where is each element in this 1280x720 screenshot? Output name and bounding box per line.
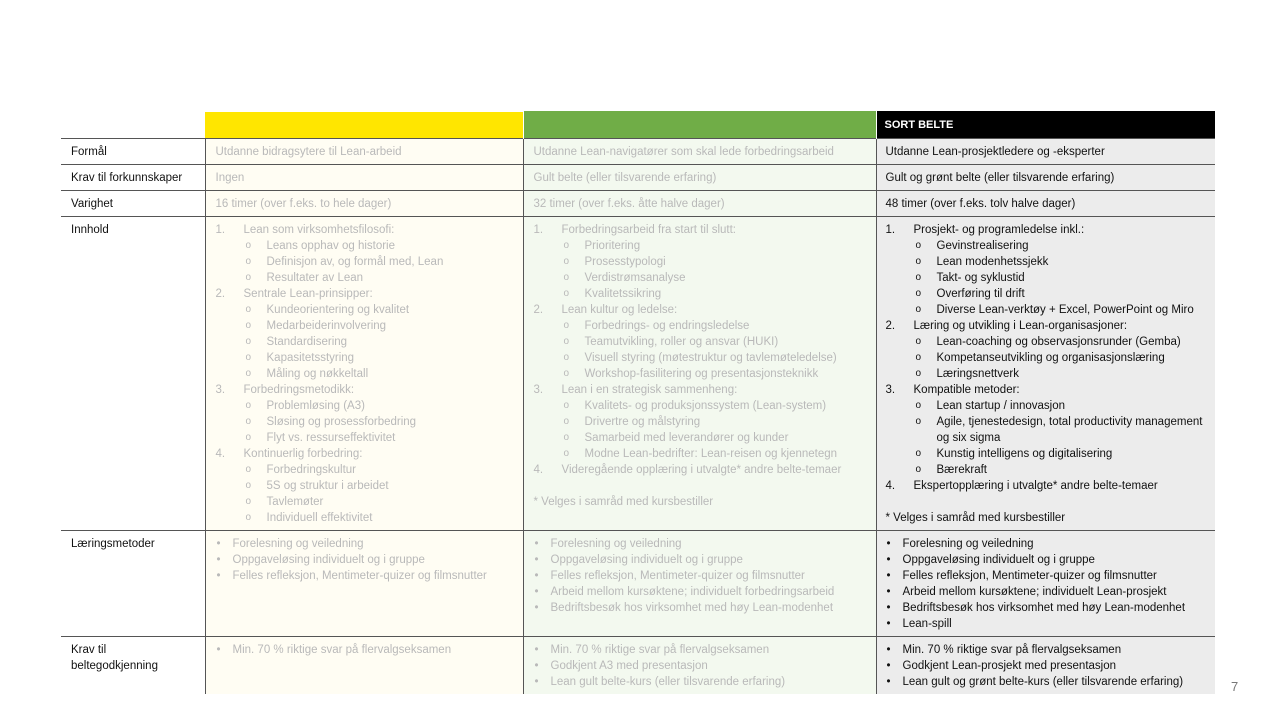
list-title: Videregående opplæring i utvalgte* andre belte-temaer	[561, 464, 842, 476]
list-item	[216, 222, 523, 286]
green-belt-header	[523, 111, 876, 139]
sub-list-text: Agile, tjenestedesign, total productivity management og six sigma	[936, 416, 1203, 444]
circle-bullet-icon: o	[563, 288, 570, 299]
yellow-formal: Utdanne bidragsytere til Lean-arbeid	[205, 139, 523, 165]
green-krav: Gult belte (eller tilsvarende erfaring)	[523, 165, 876, 191]
sub-list-text: Problemløsing (A3)	[266, 400, 365, 412]
list-title: Forbedringsmetodikk:	[243, 384, 355, 396]
circle-bullet-icon: o	[563, 240, 570, 251]
list-item	[886, 222, 1216, 318]
black-krav: Gult og grønt belte (eller tilsvarende erfaring)	[876, 165, 1215, 191]
sub-list-text: Kvalitets- og produksjonssystem (Lean-system)	[584, 400, 827, 412]
list-title: Sentrale Lean-prinsipper:	[243, 288, 373, 300]
row-label-innhold: Innhold	[61, 217, 205, 531]
sub-list-item	[244, 414, 523, 430]
bullet-text: Godkjent A3 med presentasjon	[550, 660, 708, 672]
sub-list-text: Prosesstypologi	[584, 256, 666, 268]
sub-list-item	[914, 446, 1216, 462]
circle-bullet-icon: o	[915, 352, 922, 363]
bullet-item	[886, 674, 1216, 690]
green-varighet: 32 timer (over f.eks. åtte halve dager)	[523, 191, 876, 217]
circle-bullet-icon: o	[563, 432, 570, 443]
sub-list-text: Diverse Lean-verktøy + Excel, PowerPoint og Miro	[936, 304, 1194, 316]
green-innhold	[523, 217, 876, 531]
sub-list-item	[914, 334, 1216, 350]
circle-bullet-icon: o	[563, 448, 570, 459]
sub-list-item	[244, 398, 523, 414]
row-label-varighet: Varighet	[61, 191, 205, 217]
circle-bullet-icon: o	[915, 272, 922, 283]
sub-list-item	[914, 462, 1216, 478]
sub-list-text: Standardisering	[266, 336, 348, 348]
bullet-icon: •	[216, 644, 221, 656]
circle-bullet-icon: o	[915, 368, 922, 379]
sub-list-item	[914, 350, 1216, 366]
bullet-text: Felles refleksjon, Mentimeter-quizer og filmsnutter	[902, 570, 1157, 582]
list-number: 2.	[215, 288, 226, 300]
bullet-icon: •	[216, 554, 221, 566]
row-label-formal: Formål	[61, 139, 205, 165]
circle-bullet-icon: o	[915, 304, 922, 315]
list-title: Kompatible metoder:	[913, 384, 1020, 396]
circle-bullet-icon: o	[563, 368, 570, 379]
sub-list-item	[244, 510, 523, 526]
row-varighet	[61, 191, 1215, 217]
bullet-text: Forelesning og veiledning	[232, 538, 364, 550]
bullet-item	[534, 658, 876, 674]
list-item	[534, 462, 876, 478]
row-label-godkjenning: Krav til beltegodkjenning	[61, 637, 205, 695]
list-title: Kontinuerlig forbedring:	[243, 448, 363, 460]
list-number: 3.	[215, 384, 226, 396]
numbered-list	[534, 222, 876, 478]
bullet-item	[216, 552, 523, 568]
list-title: Prosjekt- og programledelse inkl.:	[913, 224, 1085, 236]
numbered-list	[886, 222, 1216, 494]
bullet-item	[216, 568, 523, 584]
sub-list-text: Lean modenhetssjekk	[936, 256, 1049, 268]
list-number: 4.	[885, 480, 896, 492]
sub-list-item	[914, 414, 1216, 446]
sub-list	[914, 334, 1216, 382]
list-item	[886, 382, 1216, 478]
row-innhold	[61, 217, 1215, 531]
list-number: 2.	[533, 304, 544, 316]
sub-list-text: Måling og nøkkeltall	[266, 368, 369, 380]
green-formal: Utdanne Lean-navigatører som skal lede forbedringsarbeid	[523, 139, 876, 165]
list-item	[216, 286, 523, 382]
bullet-list	[534, 536, 876, 616]
sub-list-item	[562, 366, 876, 382]
list-item	[534, 382, 876, 462]
sub-list-item	[562, 318, 876, 334]
yellow-krav: Ingen	[205, 165, 523, 191]
sub-list-item	[562, 398, 876, 414]
sub-list-item	[244, 478, 523, 494]
black-belt-header: SORT BELTE	[876, 111, 1215, 139]
sub-list-text: Samarbeid med leverandører og kunder	[584, 432, 789, 444]
sub-list-item	[562, 430, 876, 446]
sub-list-text: Medarbeiderinvolvering	[266, 320, 387, 332]
list-title: Lean som virksomhetsfilosofi:	[243, 224, 395, 236]
sub-list-text: Leans opphav og historie	[266, 240, 396, 252]
sub-list-item	[914, 238, 1216, 254]
bullet-icon: •	[534, 554, 539, 566]
sub-list	[562, 398, 876, 462]
bullet-item	[534, 600, 876, 616]
sub-list	[914, 238, 1216, 318]
black-innhold	[876, 217, 1215, 531]
list-number: 1.	[533, 224, 544, 236]
sub-list-text: Overføring til drift	[936, 288, 1025, 300]
row-label-metoder: Læringsmetoder	[61, 531, 205, 637]
sub-list	[244, 238, 523, 286]
sub-list-text: Kapasitetsstyring	[266, 352, 355, 364]
list-number: 3.	[533, 384, 544, 396]
bullet-item	[534, 552, 876, 568]
sub-list-text: Forbedrings- og endringsledelse	[584, 320, 750, 332]
bullet-icon: •	[886, 538, 891, 550]
circle-bullet-icon: o	[563, 320, 570, 331]
sub-list-item	[562, 238, 876, 254]
list-item	[216, 446, 523, 526]
circle-bullet-icon: o	[245, 352, 252, 363]
bullet-icon: •	[886, 618, 891, 630]
bullet-icon: •	[886, 660, 891, 672]
circle-bullet-icon: o	[245, 432, 252, 443]
sub-list-item	[562, 270, 876, 286]
bullet-icon: •	[534, 644, 539, 656]
bullet-list	[886, 536, 1216, 632]
sub-list-item	[244, 302, 523, 318]
header-blank	[61, 111, 205, 139]
circle-bullet-icon: o	[563, 256, 570, 267]
bullet-text: Arbeid mellom kursøktene; individuelt forbedringsarbeid	[550, 586, 835, 598]
row-krav	[61, 165, 1215, 191]
black-metoder	[876, 531, 1215, 637]
bullet-list	[886, 642, 1216, 690]
circle-bullet-icon: o	[563, 352, 570, 363]
circle-bullet-icon: o	[915, 240, 922, 251]
list-title: Læring og utvikling i Lean-organisasjoner:	[913, 320, 1128, 332]
list-title: Lean i en strategisk sammenheng:	[561, 384, 738, 396]
sub-list-item	[914, 270, 1216, 286]
header-row	[61, 111, 1215, 139]
black-godkjenning	[876, 637, 1215, 695]
list-item	[886, 318, 1216, 382]
sub-list	[244, 398, 523, 446]
row-formal	[61, 139, 1215, 165]
circle-bullet-icon: o	[245, 496, 252, 507]
sub-list-text: Resultater av Lean	[266, 272, 364, 284]
bullet-text: Forelesning og veiledning	[550, 538, 682, 550]
sub-list	[562, 238, 876, 302]
bullet-item	[886, 658, 1216, 674]
circle-bullet-icon: o	[245, 480, 252, 491]
bullet-text: Felles refleksjon, Mentimeter-quizer og filmsnutter	[232, 570, 487, 582]
list-title: Forbedringsarbeid fra start til slutt:	[561, 224, 736, 236]
circle-bullet-icon: o	[245, 464, 252, 475]
bullet-text: Oppgaveløsing individuelt og i gruppe	[902, 554, 1095, 566]
bullet-icon: •	[534, 660, 539, 672]
bullet-item	[534, 674, 876, 690]
circle-bullet-icon: o	[915, 464, 922, 475]
sub-list-text: Takt- og syklustid	[936, 272, 1025, 284]
sub-list-text: Drivertre og målstyring	[584, 416, 701, 428]
bullet-item	[216, 642, 523, 658]
sub-list-text: Prioritering	[584, 240, 641, 252]
bullet-icon: •	[886, 554, 891, 566]
bullet-icon: •	[886, 586, 891, 598]
bullet-icon: •	[534, 538, 539, 550]
green-footnote: * Velges i samråd med kursbestiller	[533, 496, 714, 508]
yellow-metoder	[205, 531, 523, 637]
sub-list-text: Tavlemøter	[266, 496, 324, 508]
circle-bullet-icon: o	[563, 336, 570, 347]
bullet-icon: •	[886, 570, 891, 582]
sub-list-text: Lean-coaching og observasjonsrunder (Gemba)	[936, 336, 1181, 348]
circle-bullet-icon: o	[245, 400, 252, 411]
sub-list-item	[244, 462, 523, 478]
bullet-text: Godkjent Lean-prosjekt med presentasjon	[902, 660, 1117, 672]
sub-list	[914, 398, 1216, 478]
bullet-text: Oppgaveløsing individuelt og i gruppe	[232, 554, 425, 566]
circle-bullet-icon: o	[915, 288, 922, 299]
sub-list-item	[562, 446, 876, 462]
sub-list-item	[914, 254, 1216, 270]
row-label-krav: Krav til forkunnskaper	[61, 165, 205, 191]
sub-list-text: Workshop-fasilitering og presentasjonsteknikk	[584, 368, 819, 380]
bullet-icon: •	[886, 676, 891, 688]
yellow-belt-header	[205, 111, 523, 139]
sub-list-item	[914, 302, 1216, 318]
sub-list-item	[562, 350, 876, 366]
sub-list-item	[244, 318, 523, 334]
list-number: 4.	[533, 464, 544, 476]
list-item	[534, 302, 876, 382]
bullet-item	[886, 568, 1216, 584]
sub-list-text: Forbedringskultur	[266, 464, 356, 476]
list-item	[886, 478, 1216, 494]
circle-bullet-icon: o	[245, 304, 252, 315]
black-varighet: 48 timer (over f.eks. tolv halve dager)	[876, 191, 1215, 217]
yellow-innhold	[205, 217, 523, 531]
sub-list	[244, 462, 523, 526]
green-metoder	[523, 531, 876, 637]
row-godkjenning	[61, 637, 1215, 695]
bullet-text: Forelesning og veiledning	[902, 538, 1034, 550]
belt-comparison-table	[61, 110, 1215, 694]
yellow-godkjenning	[205, 637, 523, 695]
circle-bullet-icon: o	[563, 272, 570, 283]
circle-bullet-icon: o	[245, 320, 252, 331]
bullet-item	[534, 642, 876, 658]
sub-list-item	[244, 334, 523, 350]
bullet-list	[216, 536, 523, 584]
sub-list-text: Læringsnettverk	[936, 368, 1019, 380]
sub-list-item	[914, 398, 1216, 414]
sub-list-item	[244, 254, 523, 270]
sub-list-text: Kunstig intelligens og digitalisering	[936, 448, 1113, 460]
circle-bullet-icon: o	[915, 416, 922, 427]
bullet-item	[886, 536, 1216, 552]
sub-list-item	[562, 334, 876, 350]
bullet-icon: •	[886, 644, 891, 656]
circle-bullet-icon: o	[245, 512, 252, 523]
circle-bullet-icon: o	[245, 416, 252, 427]
circle-bullet-icon: o	[245, 336, 252, 347]
sub-list-item	[244, 366, 523, 382]
bullet-text: Bedriftsbesøk hos virksomhet med høy Lean-modenhet	[550, 602, 834, 614]
sub-list	[244, 302, 523, 382]
bullet-item	[534, 584, 876, 600]
sub-list-item	[562, 414, 876, 430]
bullet-item	[534, 568, 876, 584]
bullet-text: Felles refleksjon, Mentimeter-quizer og filmsnutter	[550, 570, 805, 582]
green-godkjenning	[523, 637, 876, 695]
sub-list-item	[244, 270, 523, 286]
list-item	[534, 222, 876, 302]
sub-list-text: Verdistrømsanalyse	[584, 272, 686, 284]
list-number: 1.	[215, 224, 226, 236]
circle-bullet-icon: o	[245, 240, 252, 251]
row-metoder	[61, 531, 1215, 637]
sub-list-text: Teamutvikling, roller og ansvar (HUKI)	[584, 336, 779, 348]
circle-bullet-icon: o	[915, 400, 922, 411]
bullet-text: Min. 70 % riktige svar på flervalgseksamen	[232, 644, 452, 656]
bullet-text: Lean gult og grønt belte-kurs (eller tilsvarende erfaring)	[902, 676, 1184, 688]
circle-bullet-icon: o	[915, 336, 922, 347]
black-formal: Utdanne Lean-prosjektledere og -eksperter	[876, 139, 1215, 165]
black-footnote: * Velges i samråd med kursbestiller	[885, 512, 1066, 524]
sub-list-item	[914, 366, 1216, 382]
circle-bullet-icon: o	[245, 368, 252, 379]
sub-list-item	[244, 430, 523, 446]
bullet-item	[886, 600, 1216, 616]
sub-list-text: Flyt vs. ressurseffektivitet	[266, 432, 396, 444]
sub-list-text: Visuell styring (møtestruktur og tavlemøteledelse)	[584, 352, 837, 364]
sub-list-item	[562, 254, 876, 270]
bullet-text: Arbeid mellom kursøktene; individuelt Lean-prosjekt	[902, 586, 1167, 598]
bullet-item	[886, 584, 1216, 600]
sub-list-text: Bærekraft	[936, 464, 987, 476]
list-number: 3.	[885, 384, 896, 396]
circle-bullet-icon: o	[563, 416, 570, 427]
bullet-item	[216, 536, 523, 552]
sub-list-text: Definisjon av, og formål med, Lean	[266, 256, 444, 268]
bullet-text: Min. 70 % riktige svar på flervalgseksamen	[902, 644, 1122, 656]
circle-bullet-icon: o	[915, 256, 922, 267]
sub-list-item	[244, 494, 523, 510]
bullet-list	[216, 642, 523, 658]
sub-list-text: Individuell effektivitet	[266, 512, 373, 524]
list-number: 2.	[885, 320, 896, 332]
circle-bullet-icon: o	[563, 400, 570, 411]
sub-list-item	[562, 286, 876, 302]
sub-list-text: 5S og struktur i arbeidet	[266, 480, 389, 492]
sub-list-text: Sløsing og prosessforbedring	[266, 416, 417, 428]
sub-list-item	[244, 350, 523, 366]
sub-list-text: Kundeorientering og kvalitet	[266, 304, 410, 316]
bullet-icon: •	[534, 586, 539, 598]
bullet-icon: •	[216, 538, 221, 550]
circle-bullet-icon: o	[245, 272, 252, 283]
bullet-item	[534, 536, 876, 552]
bullet-text: Lean gult belte-kurs (eller tilsvarende erfaring)	[550, 676, 786, 688]
bullet-item	[886, 642, 1216, 658]
sub-list-item	[914, 286, 1216, 302]
yellow-varighet: 16 timer (over f.eks. to hele dager)	[205, 191, 523, 217]
sub-list-item	[244, 238, 523, 254]
sub-list-text: Kompetanseutvikling og organisasjonslæring	[936, 352, 1165, 364]
sub-list-text: Gevinstrealisering	[936, 240, 1029, 252]
circle-bullet-icon: o	[245, 256, 252, 267]
bullet-icon: •	[886, 602, 891, 614]
page-number: 7	[1231, 679, 1239, 694]
sub-list-text: Lean startup / innovasjon	[936, 400, 1066, 412]
bullet-icon: •	[216, 570, 221, 582]
circle-bullet-icon: o	[915, 448, 922, 459]
bullet-text: Lean-spill	[902, 618, 952, 630]
list-number: 4.	[215, 448, 226, 460]
bullet-icon: •	[534, 570, 539, 582]
sub-list-text: Modne Lean-bedrifter: Lean-reisen og kjennetegn	[584, 448, 838, 460]
list-item	[216, 382, 523, 446]
bullet-item	[886, 616, 1216, 632]
bullet-text: Oppgaveløsing individuelt og i gruppe	[550, 554, 743, 566]
bullet-item	[886, 552, 1216, 568]
numbered-list	[216, 222, 523, 526]
list-title: Ekspertopplæring i utvalgte* andre belte-temaer	[913, 480, 1158, 492]
sub-list-text: Kvalitetssikring	[584, 288, 662, 300]
bullet-text: Min. 70 % riktige svar på flervalgseksamen	[550, 644, 770, 656]
bullet-icon: •	[534, 602, 539, 614]
list-number: 1.	[885, 224, 896, 236]
list-title: Lean kultur og ledelse:	[561, 304, 678, 316]
bullet-list	[534, 642, 876, 690]
bullet-text: Bedriftsbesøk hos virksomhet med høy Lean-modenhet	[902, 602, 1186, 614]
bullet-icon: •	[534, 676, 539, 688]
sub-list	[562, 318, 876, 382]
